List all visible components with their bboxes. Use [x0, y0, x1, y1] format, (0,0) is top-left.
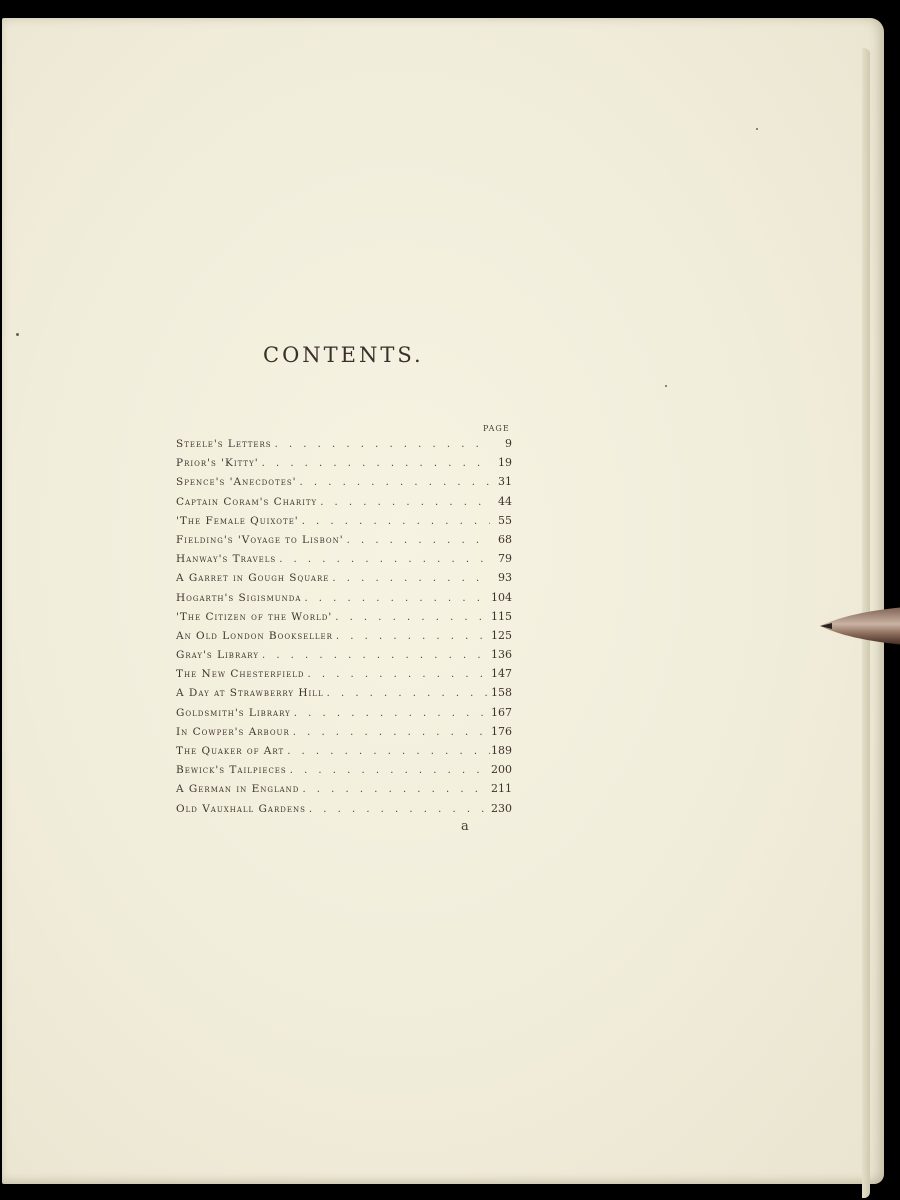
toc-entry-page-number: 125 — [491, 628, 512, 642]
toc-entry-page-number: 79 — [498, 552, 512, 566]
toc-entry — [176, 591, 512, 610]
toc-entry-title: Prior's 'Kitty' — [176, 457, 259, 470]
toc-entry-title: Goldsmith's Library — [176, 706, 291, 719]
toc-entry-title: An Old London Bookseller — [176, 629, 333, 642]
toc-entry-page-number: 136 — [491, 648, 512, 662]
toc-entry — [176, 456, 512, 475]
toc-entry — [176, 667, 512, 686]
toc-entry — [176, 802, 512, 821]
toc-entry-title: Hanway's Travels — [176, 553, 277, 566]
toc-entry-page-number: 158 — [491, 686, 512, 700]
toc-entry-page-number: 9 — [505, 437, 512, 450]
toc-entry — [176, 648, 512, 667]
dot-leader — [333, 631, 490, 642]
toc-entry-title: In Cowper's Arbour — [176, 725, 290, 738]
dot-leader — [287, 765, 490, 776]
toc-entry-page-number: 167 — [491, 705, 512, 719]
toc-entry — [176, 437, 512, 456]
toc-entry — [176, 744, 512, 763]
dot-leader — [272, 439, 490, 450]
paper-speck — [756, 128, 758, 130]
dot-leader — [297, 477, 491, 488]
toc-entry — [176, 725, 512, 744]
toc-entry — [176, 514, 512, 533]
toc-entry — [176, 686, 512, 705]
toc-entry — [176, 552, 512, 571]
toc-entry — [176, 533, 512, 552]
toc-entry-title: Bewick's Tailpieces — [176, 764, 287, 777]
pencil-tip-icon — [818, 604, 900, 648]
toc-entry — [176, 629, 512, 648]
page-title: CONTENTS. — [263, 343, 424, 367]
dot-leader — [324, 688, 490, 699]
toc-entry-title: The Quaker of Art — [176, 745, 285, 757]
toc-entry-page-number: 104 — [491, 590, 512, 604]
toc-entry-page-number: 211 — [491, 782, 512, 796]
toc-entry — [176, 475, 512, 494]
toc-entry — [176, 782, 512, 801]
toc-entry-title: The New Chesterfield — [176, 668, 305, 681]
toc-entry — [176, 610, 512, 629]
paper-speck — [16, 333, 19, 336]
toc-entry-title: A German in England — [176, 783, 300, 796]
toc-entry — [176, 706, 512, 725]
toc-entry-title: Captain Coram's Charity — [176, 495, 318, 508]
toc-entry-page-number: 19 — [498, 456, 512, 470]
toc-entry-page-number: 147 — [491, 667, 512, 681]
toc-entry-page-number: 44 — [498, 494, 512, 508]
dot-leader — [344, 535, 490, 546]
toc-entry-title: 'The Female Quixote' — [176, 514, 299, 527]
toc-entry-page-number: 31 — [498, 475, 512, 489]
dot-leader — [299, 784, 490, 795]
toc-entry-page-number: 68 — [498, 532, 512, 546]
toc-entry-title: Old Vauxhall Gardens — [176, 802, 306, 815]
table-of-contents — [176, 437, 512, 821]
toc-entry-page-number: 189 — [491, 744, 512, 757]
dot-leader — [317, 497, 490, 508]
dot-leader — [259, 458, 490, 469]
toc-entry-title: Fielding's 'Voyage to Lisbon' — [176, 533, 344, 546]
dot-leader — [259, 650, 490, 661]
toc-entry-page-number: 200 — [491, 763, 512, 777]
toc-entry-title: Steele's Letters — [176, 438, 272, 450]
toc-entry — [176, 763, 512, 782]
page-column-label: PAGE — [483, 424, 510, 433]
dot-leader — [284, 746, 490, 757]
toc-entry-title: Gray's Library — [176, 649, 259, 662]
toc-entry-title: Spence's 'Anecdotes' — [176, 476, 297, 489]
toc-entry-title: A Garret in Gough Square — [176, 572, 330, 585]
dot-leader — [332, 612, 490, 623]
toc-entry-title: 'The Citizen of the World' — [176, 610, 333, 623]
dot-leader — [306, 804, 490, 815]
dot-leader — [301, 593, 490, 604]
dot-leader — [291, 708, 490, 719]
toc-entry-page-number: 93 — [498, 571, 512, 585]
dot-leader — [299, 516, 490, 527]
dot-leader — [276, 554, 490, 565]
dot-leader — [304, 669, 490, 680]
toc-entry-page-number: 176 — [491, 724, 512, 738]
toc-entry-page-number: 230 — [491, 801, 512, 815]
dot-leader — [329, 573, 490, 584]
toc-entry-title: A Day at Strawberry Hill — [176, 687, 324, 700]
toc-entry-title: Hogarth's Sigismunda — [176, 591, 302, 604]
toc-entry-page-number: 55 — [498, 513, 512, 527]
signature-mark: a — [461, 819, 469, 834]
toc-entry — [176, 571, 512, 590]
dot-leader — [290, 727, 490, 738]
toc-entry-page-number: 115 — [491, 609, 512, 623]
toc-entry — [176, 495, 512, 514]
paper-speck — [665, 385, 667, 387]
